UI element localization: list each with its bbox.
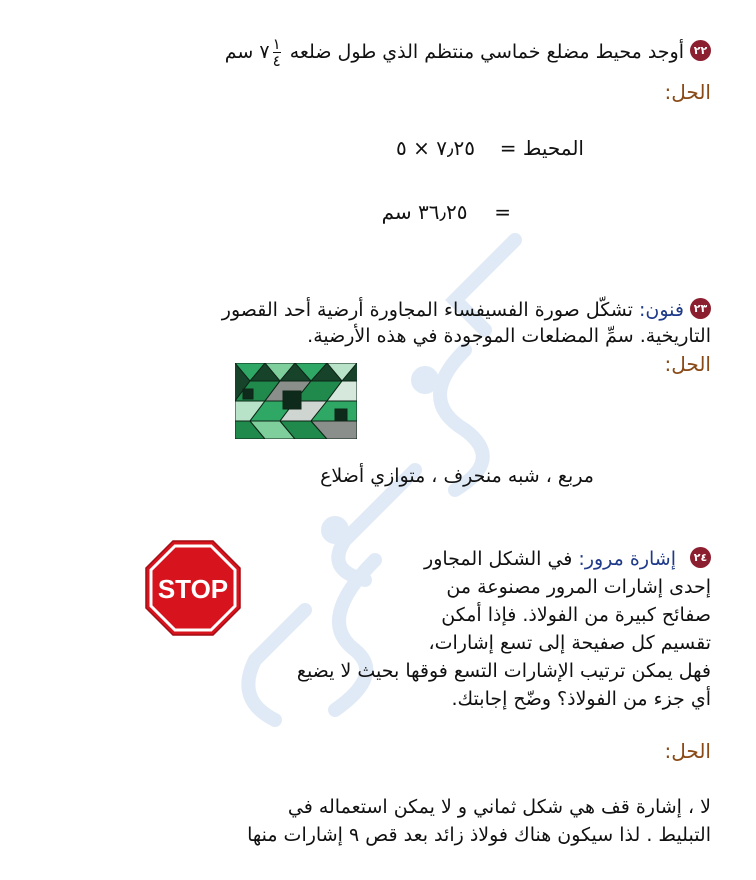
q22-perimeter-equation: [396, 136, 584, 160]
q24-answer-line2: التبليط . لذا سيكون هناك فولاذ زائد بعد قص ٩ إشارات منها: [247, 824, 711, 846]
q24-question-line3: صفائح كبيرة من الفولاذ. فإذا أمكن: [441, 604, 711, 626]
q24-question-line4: تقسيم كل صفيحة إلى تسع إشارات،: [428, 632, 711, 654]
q22-question: [40, 36, 711, 69]
q22-expression: ٧٫٢٥ × ٥: [396, 136, 475, 160]
q23-subject: فنون:: [639, 299, 684, 321]
q23-question-line1: [40, 296, 711, 324]
q22-number-badge: ٢٢: [690, 40, 711, 61]
q22-fraction: [273, 36, 281, 69]
q22-equals-sign-2: =: [494, 200, 511, 224]
q22-equals-sign: =: [499, 136, 517, 160]
q22-whole-number: ٧: [259, 41, 270, 63]
q24-text-line1: في الشكل المجاور: [424, 548, 573, 570]
q22-perimeter-word: المحيط: [522, 136, 584, 160]
q24-solution-label: الحل:: [664, 739, 711, 763]
q22-solution-label: الحل:: [664, 80, 711, 104]
q23-number-badge: ٢٣: [690, 298, 711, 319]
q24-question-line2: إحدى إشارات المرور مصنوعة من: [446, 576, 711, 598]
q24-subject: إشارة مرور:: [578, 548, 676, 570]
q24-answer-line1: لا ، إشارة قف هي شكل ثماني و لا يمكن استعماله في: [287, 796, 711, 818]
q23-text-line1: تشكّل صورة الفسيفساء المجاورة أرضية أحد القصور: [221, 299, 633, 321]
q22-result-equation: [382, 200, 511, 224]
q24-question-line6: أي جزء من الفولاذ؟ وضّح إجابتك.: [451, 688, 711, 710]
q22-unit: سم: [224, 41, 254, 63]
q23-answer: مربع ، شبه منحرف ، متوازي أضلاع: [320, 465, 594, 487]
q22-question-text: أوجد محيط مضلع خماسي منتظم الذي طول ضلعه: [289, 41, 684, 63]
mosaic-floor-image: [235, 363, 357, 439]
q22-result: ٣٦٫٢٥ سم: [381, 200, 468, 224]
q22-frac-denominator: ٤: [272, 52, 281, 70]
q24-question-line5: فهل يمكن ترتيب الإشارات التسع فوقها بحيث لا يضيع: [296, 660, 711, 682]
q23-solution-label: الحل:: [664, 352, 711, 376]
q23-question-line2: التاريخية. سمِّ المضلعات الموجودة في هذه الأرضية.: [307, 325, 711, 347]
stop-sign-image: [145, 540, 241, 636]
q24-number-badge: ٢٤: [690, 547, 711, 568]
q22-frac-numerator: ١: [272, 35, 281, 53]
q24-question-line1: [40, 545, 711, 573]
stop-sign-text: STOP: [157, 574, 229, 604]
